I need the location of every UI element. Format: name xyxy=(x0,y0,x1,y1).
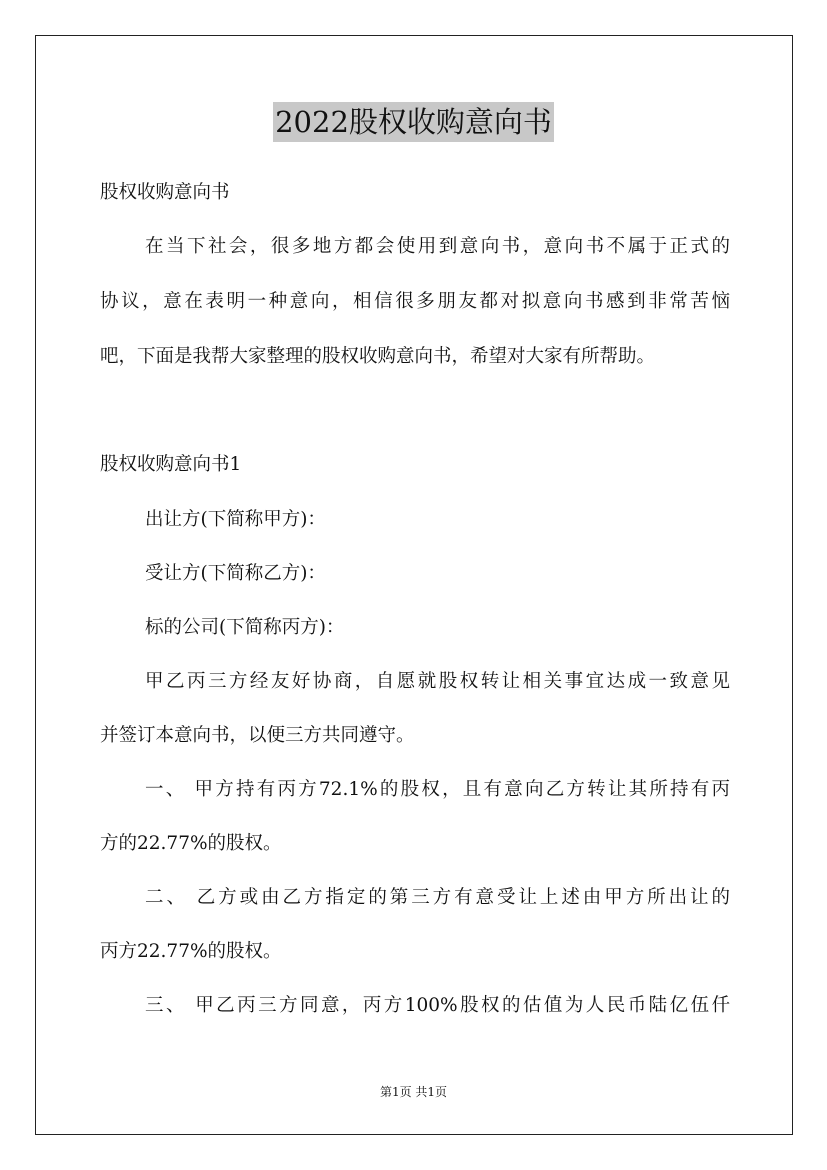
clause-line: 二、 乙方或由乙方指定的第三方有意受让上述由甲方所出让的 xyxy=(145,887,730,908)
clause-line: 三、 甲乙丙三方同意，丙方100%股权的估值为人民币陆亿伍仟 xyxy=(145,995,730,1016)
intro-paragraph-line: 吧，下面是我帮大家整理的股权收购意向书，希望对大家有所帮助。 xyxy=(100,346,656,367)
intro-paragraph-line: 协议，意在表明一种意向，相信很多朋友都对拟意向书感到非常苦恼 xyxy=(100,291,730,312)
section-heading: 股权收购意向书 xyxy=(100,182,230,203)
document-title: 2022股权收购意向书 xyxy=(273,102,554,142)
page-footer: 第1页 共1页 xyxy=(379,1085,448,1099)
party-line: 出让方(下简称甲方)： xyxy=(145,509,326,530)
paragraph-line: 甲乙丙三方经友好协商，自愿就股权转让相关事宜达成一致意见 xyxy=(145,671,730,692)
section-heading: 股权收购意向书1 xyxy=(100,454,242,475)
intro-paragraph-line: 在当下社会，很多地方都会使用到意向书，意向书不属于正式的 xyxy=(145,236,730,257)
party-line: 标的公司(下简称丙方)： xyxy=(145,617,345,638)
party-line: 受让方(下简称乙方)： xyxy=(145,563,326,584)
clause-line: 一、 甲方持有丙方72.1%的股权，且有意向乙方转让其所持有丙 xyxy=(145,779,730,800)
title-container xyxy=(0,102,827,142)
clause-line: 丙方22.77%的股权。 xyxy=(100,941,282,962)
paragraph-line: 并签订本意向书，以便三方共同遵守。 xyxy=(100,725,415,746)
clause-line: 方的22.77%的股权。 xyxy=(100,833,282,854)
